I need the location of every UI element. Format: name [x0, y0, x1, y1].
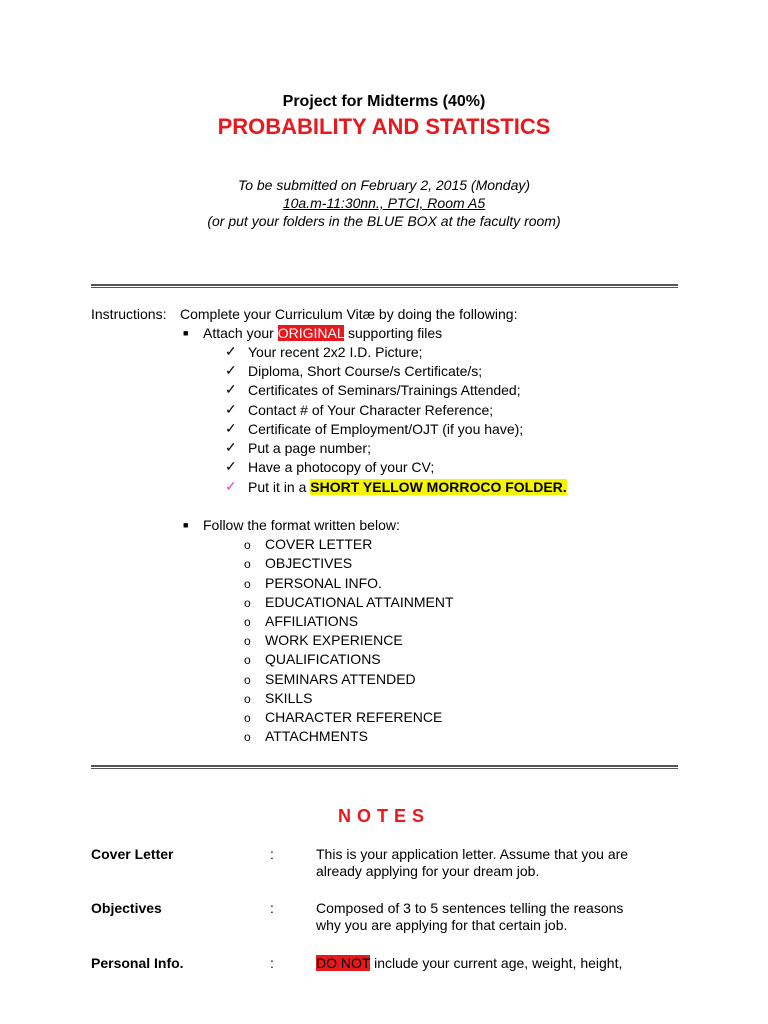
checkmark-icon: ✓: [225, 420, 237, 436]
divider-bottom: [91, 765, 678, 769]
hollow-circle-icon: o: [244, 577, 251, 591]
note-line: This is your application letter. Assume that you are: [316, 846, 629, 862]
submission-alternative: (or put your folders in the BLUE BOX at the faculty room): [207, 213, 561, 229]
note-text-objectives: [316, 900, 676, 934]
hollow-circle-icon: o: [244, 711, 251, 725]
note-colon: :: [270, 846, 274, 862]
hollow-circle-icon: o: [244, 653, 251, 667]
project-title: Project for Midterms (40%): [282, 93, 486, 110]
format-item: WORK EXPERIENCE: [265, 632, 403, 648]
checklist-item: Certificate of Employment/OJT (if you have);: [248, 421, 524, 437]
do-not-highlight: DO NOT: [316, 955, 371, 971]
folder-prefix: Put it in a: [248, 479, 311, 495]
checklist-item-folder: [248, 479, 567, 495]
checkmark-icon: ✓: [225, 458, 237, 474]
attach-suffix: supporting files: [344, 325, 443, 341]
note-line: already applying for your dream job.: [316, 863, 540, 879]
note-colon: :: [270, 955, 274, 971]
format-item: EDUCATIONAL ATTAINMENT: [265, 594, 454, 610]
checklist-item: Contact # of Your Character Reference;: [248, 402, 494, 418]
checkmark-icon: ✓: [225, 401, 237, 417]
format-item: PERSONAL INFO.: [265, 575, 382, 591]
checkmark-icon: ✓: [225, 439, 237, 455]
square-bullet-icon: ■: [183, 520, 189, 530]
format-item: AFFILIATIONS: [265, 613, 359, 629]
subject-title: PROBABILITY AND STATISTICS: [217, 114, 551, 139]
note-label-personal-info: Personal Info.: [91, 955, 184, 971]
note-label-objectives: Objectives: [91, 900, 162, 916]
note-text-personal-info: [316, 955, 676, 972]
note-colon: :: [270, 900, 274, 916]
instructions-intro: Complete your Curriculum Vitæ by doing the following:: [180, 306, 518, 322]
format-item: SEMINARS ATTENDED: [265, 671, 416, 687]
notes-title: NOTES: [337, 806, 430, 826]
submission-date: To be submitted on February 2, 2015 (Monday): [237, 177, 531, 193]
note-line: why you are applying for that certain job.: [316, 917, 568, 933]
checklist-item: Your recent 2x2 I.D. Picture;: [248, 344, 423, 360]
attach-line: [203, 325, 442, 341]
submission-time-place: 10a.m-11:30nn., PTCI, Room A5: [282, 195, 486, 211]
note-label-cover-letter: Cover Letter: [91, 846, 174, 862]
format-item: QUALIFICATIONS: [265, 651, 381, 667]
format-intro: Follow the format written below:: [203, 517, 400, 533]
note-text-cover-letter: [316, 846, 676, 880]
format-item: SKILLS: [265, 690, 313, 706]
square-bullet-icon: ■: [183, 328, 189, 338]
hollow-circle-icon: o: [244, 634, 251, 648]
hollow-circle-icon: o: [244, 673, 251, 687]
hollow-circle-icon: o: [244, 730, 251, 744]
format-item: OBJECTIVES: [265, 555, 353, 571]
checkmark-icon: ✓: [225, 362, 237, 378]
hollow-circle-icon: o: [244, 692, 251, 706]
instructions-label: Instructions:: [91, 306, 167, 322]
note-line: Composed of 3 to 5 sentences telling the reasons: [316, 900, 624, 916]
divider-top: [91, 284, 678, 288]
hollow-circle-icon: o: [244, 538, 251, 552]
checklist-item: Put a page number;: [248, 440, 371, 456]
format-item: COVER LETTER: [265, 536, 373, 552]
hollow-circle-icon: o: [244, 615, 251, 629]
format-item: ATTACHMENTS: [265, 728, 368, 744]
checklist-item: Certificates of Seminars/Trainings Attended;: [248, 382, 521, 398]
original-highlight: ORIGINAL: [277, 325, 345, 341]
checkmark-icon: ✓: [225, 478, 237, 494]
checkmark-icon: ✓: [225, 381, 237, 397]
checklist-item: Have a photocopy of your CV;: [248, 459, 435, 475]
note-line: include your current age, weight, height,: [370, 955, 623, 971]
checkmark-icon: ✓: [225, 343, 237, 359]
hollow-circle-icon: o: [244, 596, 251, 610]
format-item: CHARACTER REFERENCE: [265, 709, 443, 725]
checklist-item: Diploma, Short Course/s Certificate/s;: [248, 363, 483, 379]
folder-highlight: SHORT YELLOW MORROCO FOLDER.: [310, 479, 567, 495]
hollow-circle-icon: o: [244, 557, 251, 571]
attach-prefix: Attach your: [203, 325, 278, 341]
